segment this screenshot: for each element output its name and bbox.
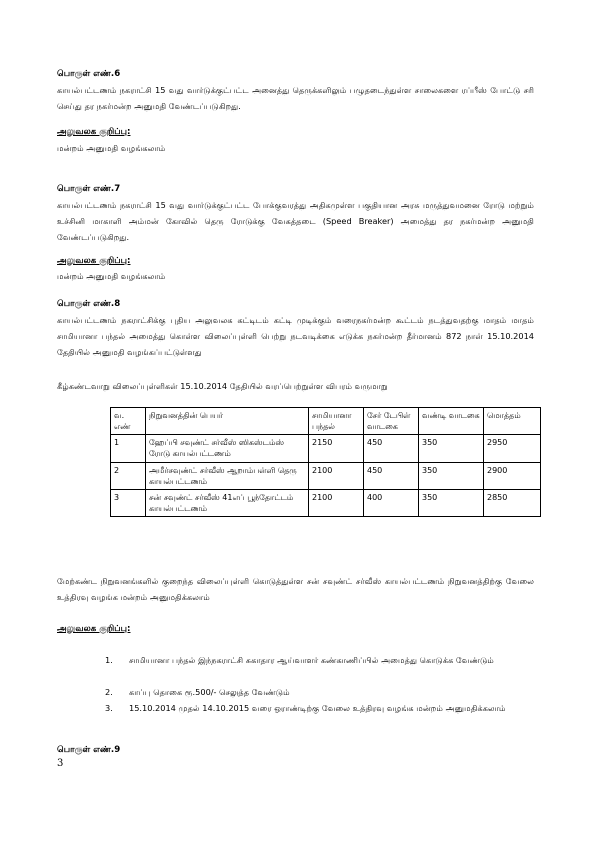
item8-heading: பொருள் எண்.8 — [57, 299, 121, 309]
page-number: 3 — [57, 758, 64, 769]
list-number: 3. — [105, 703, 113, 713]
item7-note: மன்றம் அனுமதி வழங்கலாம் — [57, 271, 166, 281]
cell-serial: 1 — [111, 435, 146, 463]
cell-company: அமீர்சவுண்ட் சர்வீஸ் ஆறாம்பள்ளி தெரு காயல்பட்டணம் — [146, 463, 309, 490]
cell-vehicle: 350 — [419, 463, 484, 490]
item8-note-label: அலுவலக குறிப்பு: — [57, 624, 131, 634]
table-header-row — [111, 408, 541, 435]
cell-company: சன் சவுண்ட் சர்வீஸ் 41எப் பூந்தோட்டம் காயல்பட்டணம் — [146, 490, 309, 517]
item6-note: மன்றம் அனுமதி வழங்கலாம் — [57, 143, 166, 153]
item6-heading: பொருள் எண்.6 — [57, 69, 121, 79]
cell-pandal: 2100 — [309, 463, 364, 490]
item7-note-label: அலுவலக குறிப்பு: — [57, 256, 131, 266]
item6-body: காயல்பட்டணம் நகராட்சி 15 வது வார்டுக்குட்பட்ட அனைத்து தெருக்களிலும் பழுதடைந்துள்ள சாலைகளை ரப்பீஸ் போட்டு சரி செய்து தர நகர்மன்ற அனுமதி வேண்டப்படுகிறது. — [57, 85, 534, 111]
cell-serial: 3 — [111, 490, 146, 517]
list-number: 2. — [105, 687, 113, 697]
cell-total: 2900 — [484, 463, 541, 490]
item8-body: காயல்பட்டணம் நகராட்சிக்கு புதிய அலுவலக கட்டிடம் கட்டி முடிக்கும் வரைநகர்மன்ற கூட்டம் நடத்துவதற்கு மாதம் மாதம் சாமியானா பந்தல் அமைத்து கொள்ள விலைப்புள்ளி பெற்று நடவடிக்கை எடுக்க நகர்மன்ற தீர்மானம் 872 நாள் 15.10.2014 தேதியில் அனுமதி வழங்கப்பட்டுள்ளது — [57, 315, 534, 357]
col-header-chair: சேர் டேபிள் வாடகை — [364, 408, 419, 435]
item8-conclusion: மேற்கண்ட நிறுவனங்களில் குறைந்த விலைப்புள்ளி கொடுத்துள்ள சன் சவுண்ட் சர்வீஸ் காயல்பட்டணம் நிறுவனத்திற்கு வேலை உத்திரவு வழங்க மன்றம் அனுமதிக்கலாம் — [57, 576, 534, 602]
cell-chair: 450 — [364, 435, 419, 463]
quotation-table — [110, 407, 541, 517]
item7-body: காயல்பட்டணம் நகராட்சி 15 வது வார்டுக்குட்பட்ட போக்குவரத்து அதிகமுள்ள பகுதியான அரசு மருத்துவமனை ரோடு மற்றும் உச்சினி மாகாளி அம்மன் கோவில் தெரு ரோடுக்கு வேகத்தடை (Speed Breaker) அமைத்து தர நகர்மன்ற அனுமதி வேண்டப்படுகிறது. — [57, 200, 534, 242]
list-text: காப்பு தொகை ரூ.500/- செலுத்த வேண்டும் — [129, 687, 290, 697]
item9-heading: பொருள் எண்.9 — [57, 745, 121, 755]
list-number: 1. — [105, 655, 113, 665]
item8-intro: கீழ்கண்டவாறு விலைப்புள்ளிகள் 15.10.2014 தேதியில் வரப்பெற்றுள்ள விபரம் வருமாறு — [57, 381, 388, 391]
col-header-pandal: சாமியானா பந்தல் — [309, 408, 364, 435]
col-header-total: மொத்தம் — [484, 408, 541, 435]
cell-vehicle: 350 — [419, 435, 484, 463]
cell-chair: 450 — [364, 463, 419, 490]
list-text: சாமியானா பந்தல் இந்நகராட்சி சுகாதார ஆய்வாளர் கண்காணிப்பில் அமைத்து கொடுக்க வேண்டும் — [129, 655, 494, 665]
cell-serial: 2 — [111, 463, 146, 490]
table-row — [111, 435, 541, 463]
list-text: 15.10.2014 முதல் 14.10.2015 வரை ஒராண்டிற்கு வேலை உத்திரவு வழங்க மன்றம் அனுமதிக்கலாம் — [129, 703, 506, 713]
col-header-vehicle: வண்டி வாடகை — [419, 408, 484, 435]
item7-heading: பொருள் எண்.7 — [57, 184, 121, 194]
cell-total: 2850 — [484, 490, 541, 517]
cell-total: 2950 — [484, 435, 541, 463]
cell-chair: 400 — [364, 490, 419, 517]
cell-pandal: 2100 — [309, 490, 364, 517]
item6-note-label: அலுவலக குறிப்பு: — [57, 127, 131, 137]
cell-vehicle: 350 — [419, 490, 484, 517]
table-row — [111, 463, 541, 490]
col-header-company: நிறுவனத்தின் பெயர் — [146, 408, 309, 435]
cell-company: ஹேப்பி சவுண்ட் சர்வீஸ் ஸிகஸ்டம்ஸ் ரோடு காயல்பட்டணம் — [146, 435, 309, 463]
cell-pandal: 2150 — [309, 435, 364, 463]
col-header-serial: வ. எண் — [111, 408, 146, 435]
table-row — [111, 490, 541, 517]
